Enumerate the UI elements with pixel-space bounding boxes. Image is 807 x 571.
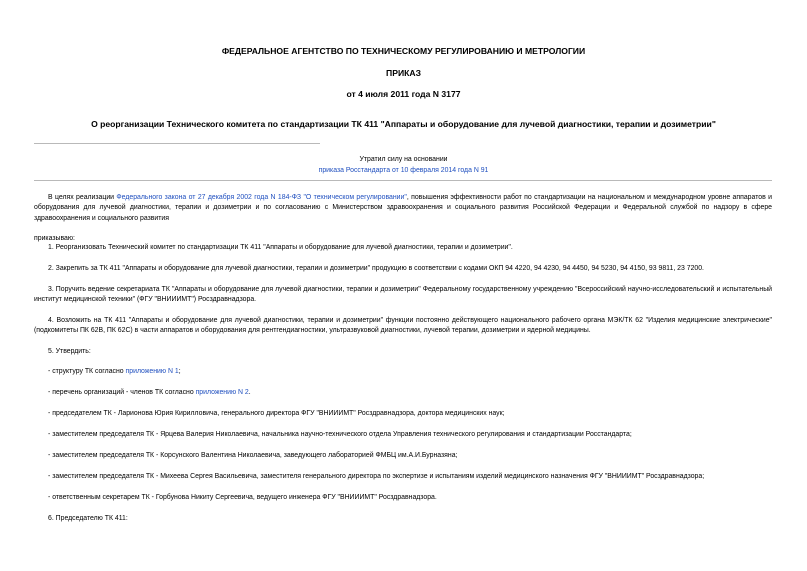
sub-item-structure-text: - структуру ТК согласно: [48, 368, 126, 375]
item-2: 2. Закрепить за ТК 411 "Аппараты и оборудование для лучевой диагностики, терапии и дозиметрии" продукцию в соответствии с кодами ОКП 94 4220, 94 4230, 94 4450, 94 5230, 94 4150, 93 9811, 23 7200.: [48, 265, 704, 272]
agency-heading: ФЕДЕРАЛЬНОЕ АГЕНТСТВО ПО ТЕХНИЧЕСКОМУ РЕГУЛИРОВАНИЮ И МЕТРОЛОГИИ: [221, 46, 586, 56]
item-6: 6. Председателю ТК 411:: [48, 515, 128, 522]
sub-item-secretary: - ответственным секретарем ТК - Горбунова Никиту Сергеевича, ведущего инженера ФГУ "ВНИИИМТ" Росздравнадзора.: [48, 494, 437, 501]
item-1: 1. Реорганизовать Технический комитет по стандартизации ТК 411 "Аппараты и оборудование для лучевой диагностики, терапии и дозиметрии".: [48, 244, 513, 251]
appendix-2-link[interactable]: приложению N 2: [195, 389, 249, 396]
item-5: 5. Утвердить:: [48, 348, 91, 355]
appendix-1-link[interactable]: приложению N 1: [125, 368, 179, 375]
divider-long: [34, 180, 772, 181]
sub-item-deputy-3: - заместителем председателя ТК - Михеева Сергея Васильевича, заместителя генерального директора по экспертизе и испытаниям изделий медицинского назначения ФГУ "ВНИИИМТ" Росздравнадзора;: [48, 473, 705, 480]
preamble-after: , повышения эффективности работ по стандартизации на национальном и международном уровне аппаратов и оборудования для лучевой диагностики, терапии и дозиметрии и по согласованию с Министерством здравоохранения и социального развития Российской Федерации и Федеральной службой по надзору в сфере здравоохранения и социального развития: [34, 194, 773, 222]
sub-item-deputy-1: - заместителем председателя ТК - Ярцева Валерия Николаевича, начальника научно-технического отдела Управления технического регулирования и стандартизации Росстандарта;: [48, 431, 632, 438]
sub-item-deputy-2: - заместителем председателя ТК - Корсунского Валентина Николаевича, заведующего лабораторией ФМБЦ им.А.И.Бурназяна;: [48, 452, 458, 459]
sub-item-members: [48, 388, 775, 398]
sub-item-chairman: - председателем ТК - Ларионова Юрия Кирилловича, генерального директора ФГУ "ВНИИИМТ" Росздравнадзора, доктора медицинских наук;: [48, 410, 505, 417]
item-3: 3. Поручить ведение секретариата ТК "Аппараты и оборудование для лучевой диагностики, терапии и дозиметрии" Федеральному государственному учреждению "Всероссийский научно-исследовательский и испытательный институт медицинской техники" (ФГУ "ВНИИИМТ") Росздравнадзора.: [34, 286, 772, 304]
repeal-order-link[interactable]: приказа Росстандарта от 10 февраля 2014 года N 91: [318, 167, 489, 174]
document-title: О реорганизации Технического комитета по стандартизации ТК 411 "Аппараты и оборудование для лучевой диагностики, терапии и дозиметрии": [91, 119, 716, 129]
sub-item-structure-end: ;: [178, 368, 181, 375]
preamble-paragraph: [34, 193, 772, 224]
federal-law-link[interactable]: Федерального закона от 27 декабря 2002 года N 184-ФЗ "О техническом регулировании": [116, 194, 407, 201]
order-word: приказываю:: [34, 235, 75, 242]
divider-short: [34, 143, 320, 144]
sub-item-structure: [48, 367, 775, 377]
status-note: Утратил силу на основании: [359, 156, 448, 163]
status-link-line: [0, 166, 807, 176]
item-4: 4. Возложить на ТК 411 "Аппараты и оборудование для лучевой диагностики, терапии и дозиметрии" функции постоянно действующего национального рабочего органа МЭК/ТК 62 "Изделия медицинские электрические" (подкомитеты ПК 62В, ПК 62С) в части аппаратов и оборудования для рентгендиагностики, ультразвуковой диагностики, лучевой терапии, дозиметрии и ядерной медицины.: [34, 317, 772, 335]
sub-item-members-text: - перечень организаций - членов ТК согласно: [48, 389, 196, 396]
date-number-heading: от 4 июля 2011 года N 3177: [346, 89, 461, 99]
doc-type-heading: ПРИКАЗ: [386, 68, 421, 78]
preamble-before: В целях реализации: [48, 194, 117, 201]
sub-item-members-end: .: [248, 389, 251, 396]
